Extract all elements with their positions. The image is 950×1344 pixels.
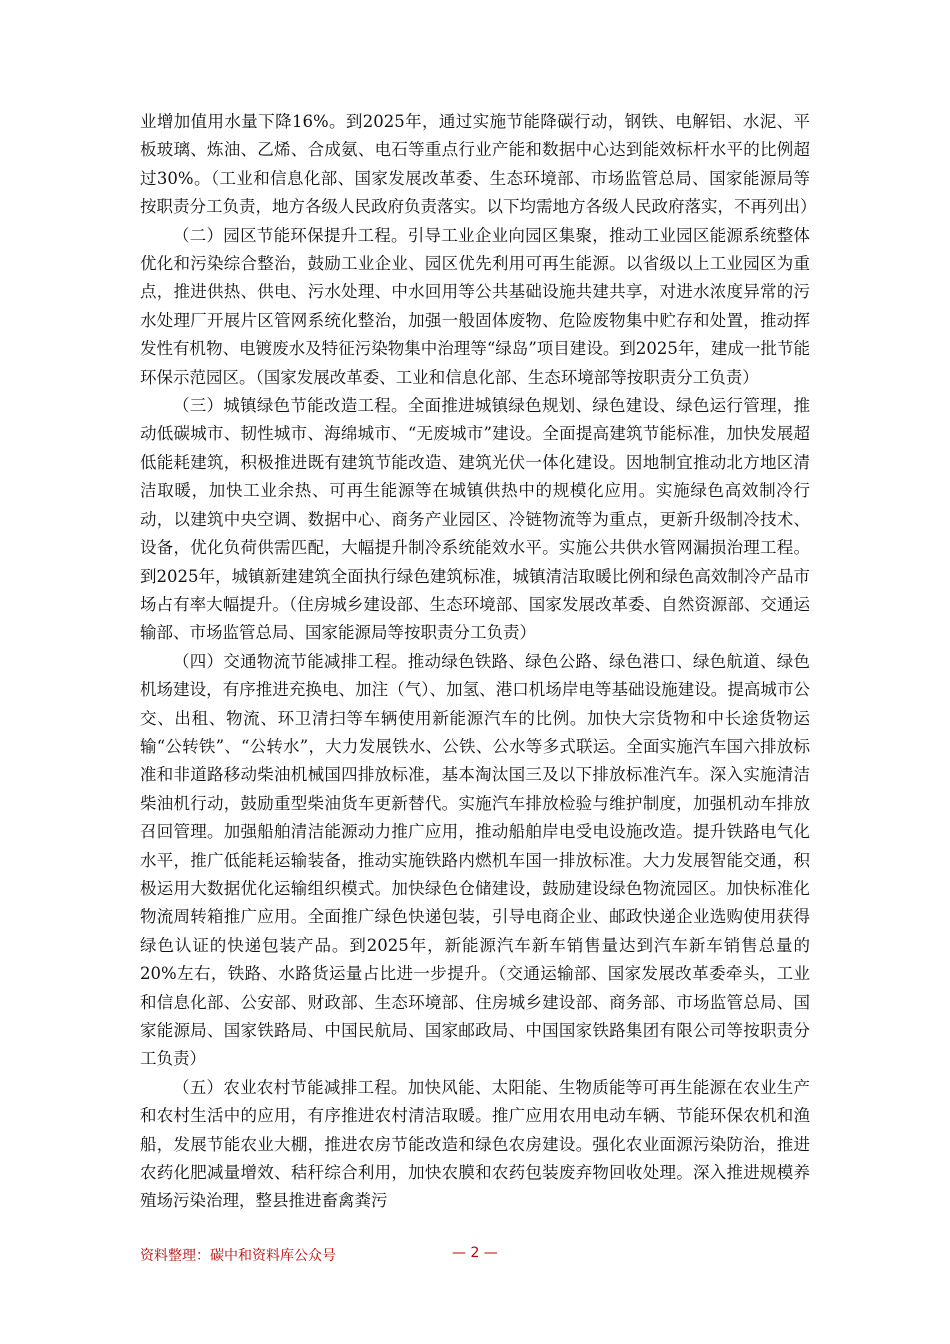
- paragraph-agriculture-rural: （五）农业农村节能减排工程。加快风能、太阳能、生物质能等可再生能源在农业生产和农村生活中的应用，有序推进农村清洁取暖。推广应用农用电动车辆、节能环保农机和渔船，发展节能农业大棚，推进农房节能改造和绿色农房建设。强化农业面源污染防治，推进农药化肥减量增效、秸秆综合利用，加快农膜和农药包装废弃物回收处理。深入推进规模养殖场污染治理，整县推进畜禽粪污: [140, 1077, 810, 1211]
- paragraph-park-energy-saving: （二）园区节能环保提升工程。引导工业企业向园区集聚，推动工业园区能源系统整体优化和污染综合整治，鼓励工业企业、园区优先利用可再生能源。以省级以上工业园区为重点，推进供热、供电、污水处理、中水回用等公共基础设施共建共享，对进水浓度异常的污水处理厂开展片区管网系统化整治，加强一般固体废物、危险废物集中贮存和处置，推动挥发性有机物、电镀废水及特征污染物集中治理等“绿岛”项目建设。到2025年，建成一批节能环保示范园区。（国家发展改革委、工业和信息化部、生态环境部等按职责分工负责）: [140, 225, 810, 387]
- paragraph-continued: 业增加值用水量下降16%。到2025年，通过实施节能降碳行动，钢铁、电解铝、水泥、平板玻璃、炼油、乙烯、合成氨、电石等重点行业产能和数据中心达到能效标杆水平的比例超过30%。（工业和信息化部、国家发展改革委、生态环境部、市场监管总局、国家能源局等按职责分工负责，地方各级人民政府负责落实。以下均需地方各级人民政府落实，不再列出）: [140, 112, 817, 217]
- page-number: — 2 —: [452, 1245, 498, 1261]
- paragraph-urban-green-renovation: （三）城镇绿色节能改造工程。全面推进城镇绿色规划、绿色建设、绿色运行管理，推动低碳城市、韧性城市、海绵城市、“无废城市”建设。全面提高建筑节能标准，加快发展超低能耗建筑，积极推进既有建筑节能改造、建筑光伏一体化建设。因地制宜推动北方地区清洁取暖，加快工业余热、可再生能源等在城镇供热中的规模化应用。实施绿色高效制冷行动，以建筑中央空调、数据中心、商务产业园区、冷链物流等为重点，更新升级制冷技术、设备，优化负荷供需匹配，大幅提升制冷系统能效水平。实施公共供水管网漏损治理工程。到2025年，城镇新建建筑全面执行绿色建筑标准，城镇清洁取暖比例和绿色高效制冷产品市场占有率大幅提升。（住房城乡建设部、生态环境部、国家发展改革委、自然资源部、交通运输部、市场监管总局、国家能源局等按职责分工负责）: [140, 396, 810, 643]
- document-body: [140, 108, 817, 1216]
- footer-source-note: 资料整理：碳中和资料库公众号: [140, 1248, 336, 1264]
- paragraph-transport-logistics: （四）交通物流节能减排工程。推动绿色铁路、绿色公路、绿色港口、绿色航道、绿色机场建设，有序推进充换电、加注（气）、加氢、港口机场岸电等基础设施建设。提高城市公交、出租、物流、环卫清扫等车辆使用新能源汽车的比例。加快大宗货物和中长途货物运输“公转铁”、“公转水”，大力发展铁水、公铁、公水等多式联运。全面实施汽车国六排放标准和非道路移动柴油机械国四排放标准，基本淘汰国三及以下排放标准汽车。深入实施清洁柴油机行动，鼓励重型柴油货车更新替代。实施汽车排放检验与维护制度，加强机动车排放召回管理。加强船舶清洁能源动力推广应用，推动船舶岸电受电设施改造。提升铁路电气化水平，推广低能耗运输装备，推动实施铁路内燃机车国一排放标准。大力发展智能交通，积极运用大数据优化运输组织模式。加快绿色仓储建设，鼓励建设绿色物流园区。加快标准化物流周转箱推广应用。全面推广绿色快递包装，引导电商企业、邮政快递企业选购使用获得绿色认证的快递包装产品。到2025年，新能源汽车新车销售量达到汽车新车销售总量的20%左右，铁路、水路货运量占比进一步提升。（交通运输部、国家发展改革委牵头，工业和信息化部、公安部、财政部、生态环境部、住房城乡建设部、商务部、市场监管总局、国家能源局、国家铁路局、中国民航局、国家邮政局、中国国家铁路集团有限公司等按职责分工负责）: [140, 651, 810, 1069]
